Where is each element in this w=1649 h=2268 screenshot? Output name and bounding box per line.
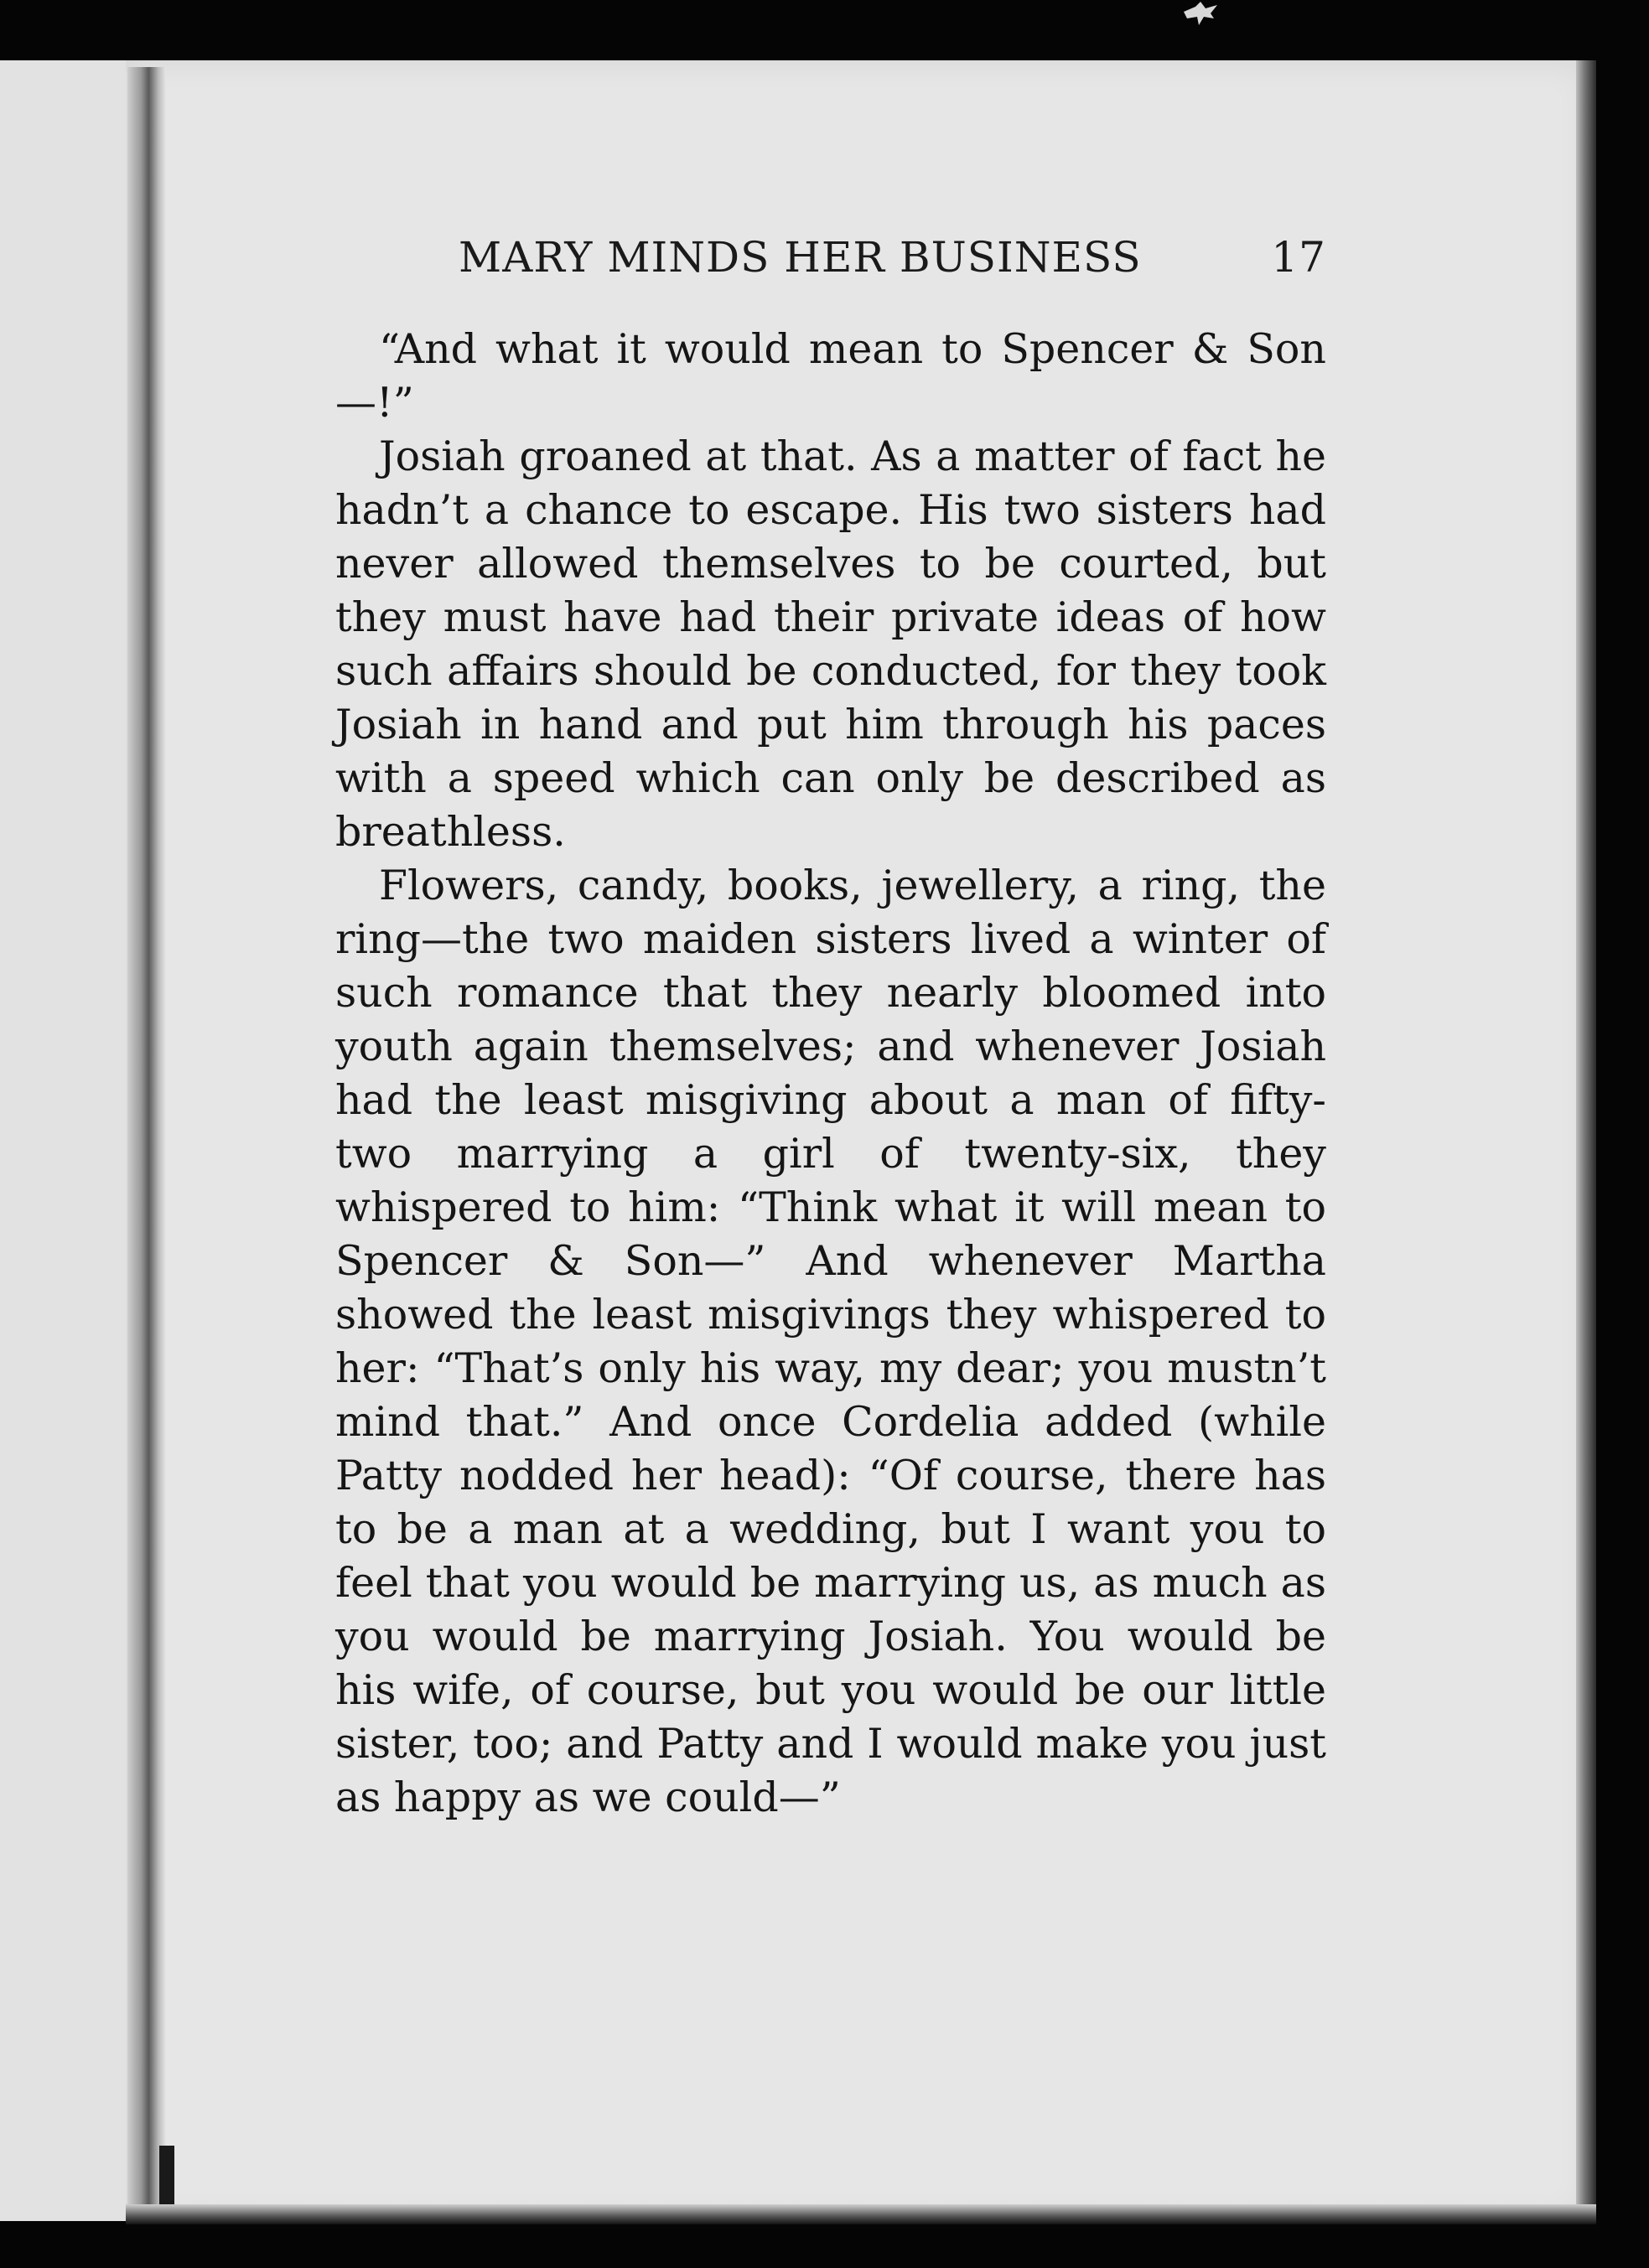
- page-edge-right: [1576, 60, 1596, 2221]
- paragraph-2: Josiah groaned at that. As a matter of fact he hadn’t a chance to escape. His two sisters had never allowed themselves to be courted, but they must have had their private ideas of how such affairs should be conducted, for they took Josiah in hand and put him through his paces with a speed which can only be described as breathless.: [335, 432, 1326, 856]
- scan-speck-mark: [1180, 0, 1222, 28]
- body-text: [335, 323, 1326, 1825]
- page-edge-bottom: [126, 2204, 1596, 2224]
- paragraph-3: Flowers, candy, books, jewellery, a ring, the ring—the two maiden sisters lived a winter of such romance that they nearly bloomed into youth again themselves; and whenever Josiah had the least misgiving about a man of fifty-two marrying a girl of twenty-six, they whispered to him: “Think what it will mean to Spencer & Son—” And whenever Martha showed the least misgivings they whispered to her: “That’s only his way, my dear; you mustn’t mind that.” And once Cordelia added (while Patty nodded her head): “Of course, there has to be a man at a wedding, but I want you to feel that you would be marrying us, as much as you would be marrying Josiah. You would be his wife, of course, but you would be our little sister, too; and Patty and I would make you just as happy as we could—”: [335, 862, 1326, 1821]
- paragraph-1: “And what it would mean to Spencer & Son—!”: [335, 325, 1326, 427]
- left-page-margin: [0, 60, 126, 2221]
- running-head: [459, 228, 1326, 287]
- running-head-title: MARY MINDS HER BUSINESS: [459, 233, 1142, 282]
- page-number: 17: [1271, 233, 1326, 282]
- page-gutter: [127, 67, 166, 2221]
